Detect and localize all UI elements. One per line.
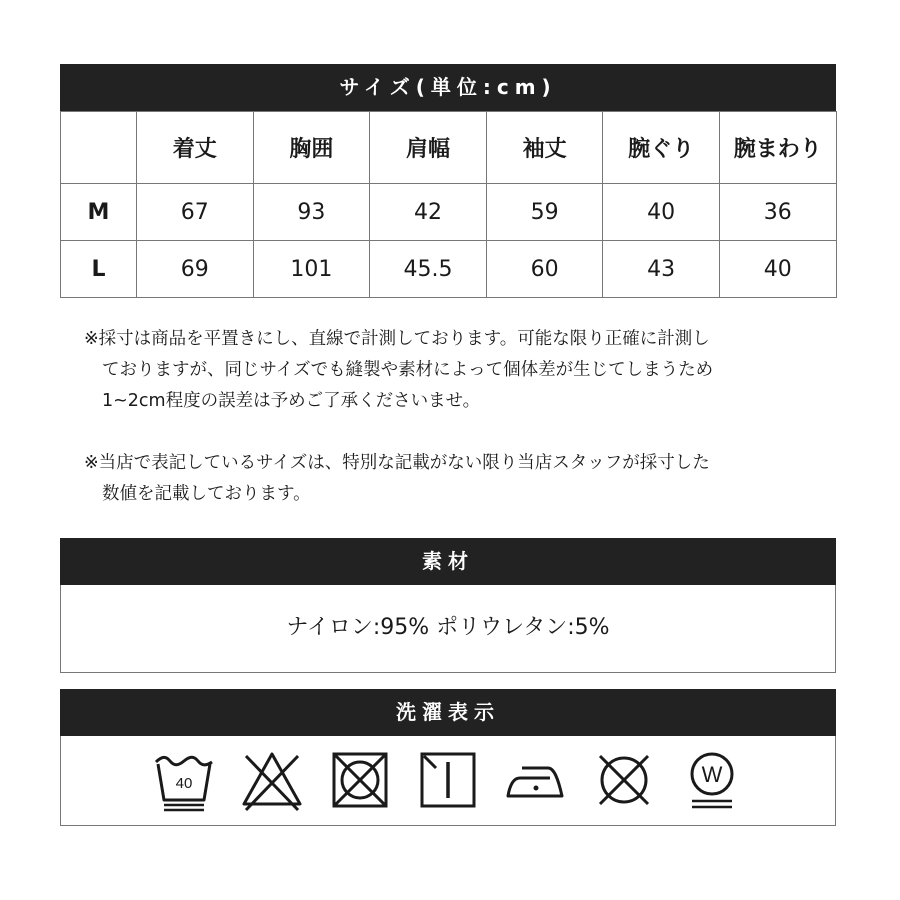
size-header-cell: 腕ぐり	[603, 112, 720, 184]
size-header-cell: 胸囲	[253, 112, 370, 184]
line-dry-shade-icon	[416, 748, 480, 812]
care-section-title: 洗濯表示	[60, 689, 836, 736]
size-cell: 67	[137, 184, 254, 241]
size-table	[60, 111, 837, 298]
size-cell: 101	[253, 241, 370, 298]
size-header-cell: 袖丈	[486, 112, 603, 184]
size-cell: 60	[486, 241, 603, 298]
note-line: 数値を記載しております。	[102, 484, 311, 504]
care-icons	[61, 736, 835, 824]
size-cell: 69	[137, 241, 254, 298]
size-row-label: M	[61, 184, 137, 241]
size-header-cell: 腕まわり	[719, 112, 836, 184]
note-line: 1~2cm程度の誤差は予めご了承くださいませ。	[102, 391, 481, 411]
size-cell: 40	[719, 241, 836, 298]
wet-clean-letter: W	[701, 762, 723, 787]
table-row	[61, 241, 837, 298]
material-box	[60, 585, 836, 673]
care-box	[60, 736, 836, 826]
size-cell: 45.5	[370, 241, 487, 298]
low-iron-icon	[504, 748, 568, 812]
table-row	[61, 184, 837, 241]
washtub-40-icon	[152, 748, 216, 812]
material-text: ナイロン:95% ポリウレタン:5%	[286, 615, 610, 640]
measurement-note	[84, 324, 824, 417]
size-source-note	[84, 448, 824, 510]
no-bleach-icon	[240, 748, 304, 812]
note-line: ておりますが、同じサイズでも縫製や素材によって個体差が生じてしまうため	[102, 360, 714, 380]
note-line: ※当店で表記しているサイズは、特別な記載がない限り当店スタッフが採寸した	[84, 453, 710, 473]
wash-temperature: 40	[175, 775, 193, 792]
size-cell: 59	[486, 184, 603, 241]
no-tumble-dry-icon	[328, 748, 392, 812]
size-cell: 36	[719, 184, 836, 241]
material-section-title: 素材	[60, 538, 836, 585]
size-header-cell: 肩幅	[370, 112, 487, 184]
size-cell: 43	[603, 241, 720, 298]
size-cell: 93	[253, 184, 370, 241]
size-table-header-row	[61, 112, 837, 184]
size-header-cell	[61, 112, 137, 184]
gentle-wet-clean-icon	[680, 748, 744, 812]
size-section-title: サイズ(単位:cm)	[60, 64, 836, 111]
note-line: ※採寸は商品を平置きにし、直線で計測しております。可能な限り正確に計測し	[84, 329, 710, 349]
no-dry-clean-icon	[592, 748, 656, 812]
size-cell: 42	[370, 184, 487, 241]
size-header-cell: 着丈	[137, 112, 254, 184]
size-cell: 40	[603, 184, 720, 241]
size-row-label: L	[61, 241, 137, 298]
